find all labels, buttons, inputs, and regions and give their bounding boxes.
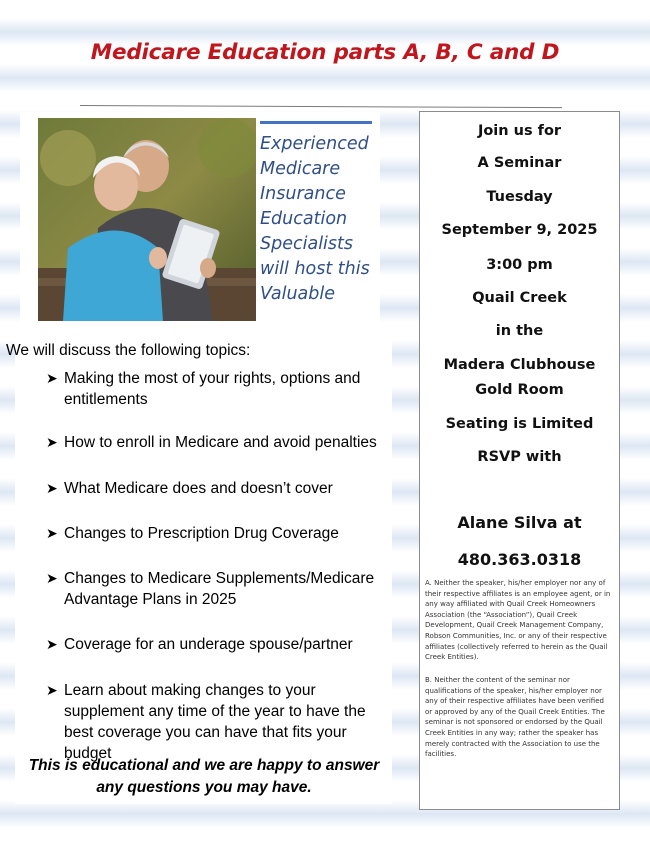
topic-line: best coverage you can have that fits your budget	[64, 724, 347, 762]
disclaimer-line: Robson Communities, Inc. or any of their respective	[425, 631, 607, 640]
topic-line: supplement any time of the year to have the	[64, 703, 366, 720]
intro-line: Experienced	[260, 134, 369, 154]
disclaimer-line: facilities.	[425, 750, 457, 759]
disclaimer-line: B. Neither the content of the seminar nor	[425, 676, 570, 684]
intro-text	[260, 132, 382, 307]
topics-lead: We will discuss the following topics:	[6, 342, 251, 359]
arrow-bullet-icon: ➤	[46, 636, 58, 652]
event-place: Quail Creek	[472, 290, 567, 306]
list-item	[46, 368, 391, 410]
arrow-bullet-icon: ➤	[46, 370, 58, 386]
title-divider	[80, 105, 562, 108]
page-title: Medicare Education parts A, B, C and D	[90, 40, 560, 65]
event-room: Gold Room	[475, 382, 564, 398]
seniors-tablet-photo	[38, 118, 256, 321]
event-rsvp: RSVP with	[477, 449, 562, 465]
intro-line: Insurance	[260, 184, 346, 204]
closing-statement	[18, 755, 390, 799]
disclaimer-b	[425, 675, 615, 760]
accent-bar	[260, 121, 372, 124]
disclaimer-line: Association (the “Association”), Quail Creek	[425, 610, 578, 619]
disclaimer-line: Creek Entities).	[425, 653, 479, 662]
disclaimer-line: or approved by any of the Quail Creek Entities. The	[425, 707, 605, 716]
event-time: 3:00 pm	[486, 257, 553, 273]
closing-line: This is educational and we are happy to answer	[28, 757, 380, 774]
topic-line: Changes to Prescription Drug Coverage	[64, 525, 339, 542]
event-phone: 480.363.0318	[457, 550, 582, 569]
topic-line: Making the most of your rights, options and	[64, 370, 361, 387]
disclaimer-line: any way affiliated with Quail Creek Homeowners	[425, 600, 596, 609]
intro-line: will host this	[260, 259, 370, 279]
topic-line: Coverage for an underage spouse/partner	[64, 636, 353, 653]
disclaimer-line: their respective affiliates is an employee agent, or in	[425, 589, 611, 598]
topic-line: Changes to Medicare Supplements/Medicare	[64, 570, 375, 587]
event-join: Join us for	[477, 123, 562, 139]
intro-line: Medicare	[260, 159, 341, 179]
event-seating: Seating is Limited	[445, 416, 594, 432]
topic-line: How to enroll in Medicare and avoid penalties	[64, 434, 377, 451]
event-contact: Alane Silva at	[457, 513, 582, 532]
disclaimer-line: Development, Quail Creek Management Company,	[425, 621, 604, 630]
topic-line: Learn about making changes to your	[64, 682, 316, 699]
arrow-bullet-icon: ➤	[46, 480, 58, 496]
topic-line: entitlements	[64, 391, 148, 408]
intro-line: Valuable	[260, 284, 335, 304]
event-date: September 9, 2025	[441, 222, 598, 238]
intro-line: Specialists	[260, 234, 354, 254]
list-item	[46, 634, 391, 655]
topic-line: Advantage Plans in 2025	[64, 591, 237, 608]
event-day: Tuesday	[486, 189, 553, 205]
disclaimer-line: merely contracted with the Association to use the	[425, 739, 600, 748]
event-in-the: in the	[495, 323, 544, 339]
disclaimer-line: affiliates (collectively referred to herein as the Quail	[425, 642, 608, 651]
list-item	[46, 478, 391, 499]
arrow-bullet-icon: ➤	[46, 434, 58, 450]
disclaimer-line: Creek Entities in any way; rather the speaker has	[425, 728, 599, 737]
arrow-bullet-icon: ➤	[46, 682, 58, 698]
disclaimer-line: A. Neither the speaker, his/her employer nor any of	[425, 579, 606, 587]
closing-line: any questions you may have.	[96, 779, 312, 796]
intro-line: Education	[260, 209, 348, 229]
arrow-bullet-icon: ➤	[46, 570, 58, 586]
disclaimer-line: any of their respective affiliates have been verified	[425, 697, 604, 706]
list-item	[46, 680, 391, 764]
list-item	[46, 523, 391, 544]
list-item	[46, 432, 391, 453]
disclaimer-line: seminar is not sponsored or endorsed by the Quail	[425, 718, 603, 727]
list-item	[46, 568, 391, 610]
disclaimer-a	[425, 578, 615, 663]
arrow-bullet-icon: ➤	[46, 525, 58, 541]
event-type: A Seminar	[477, 155, 562, 171]
event-clubhouse: Madera Clubhouse	[443, 357, 596, 373]
disclaimer-line: qualifications of the speaker, his/her employer nor	[425, 686, 602, 695]
topic-line: What Medicare does and doesn’t cover	[64, 480, 333, 497]
